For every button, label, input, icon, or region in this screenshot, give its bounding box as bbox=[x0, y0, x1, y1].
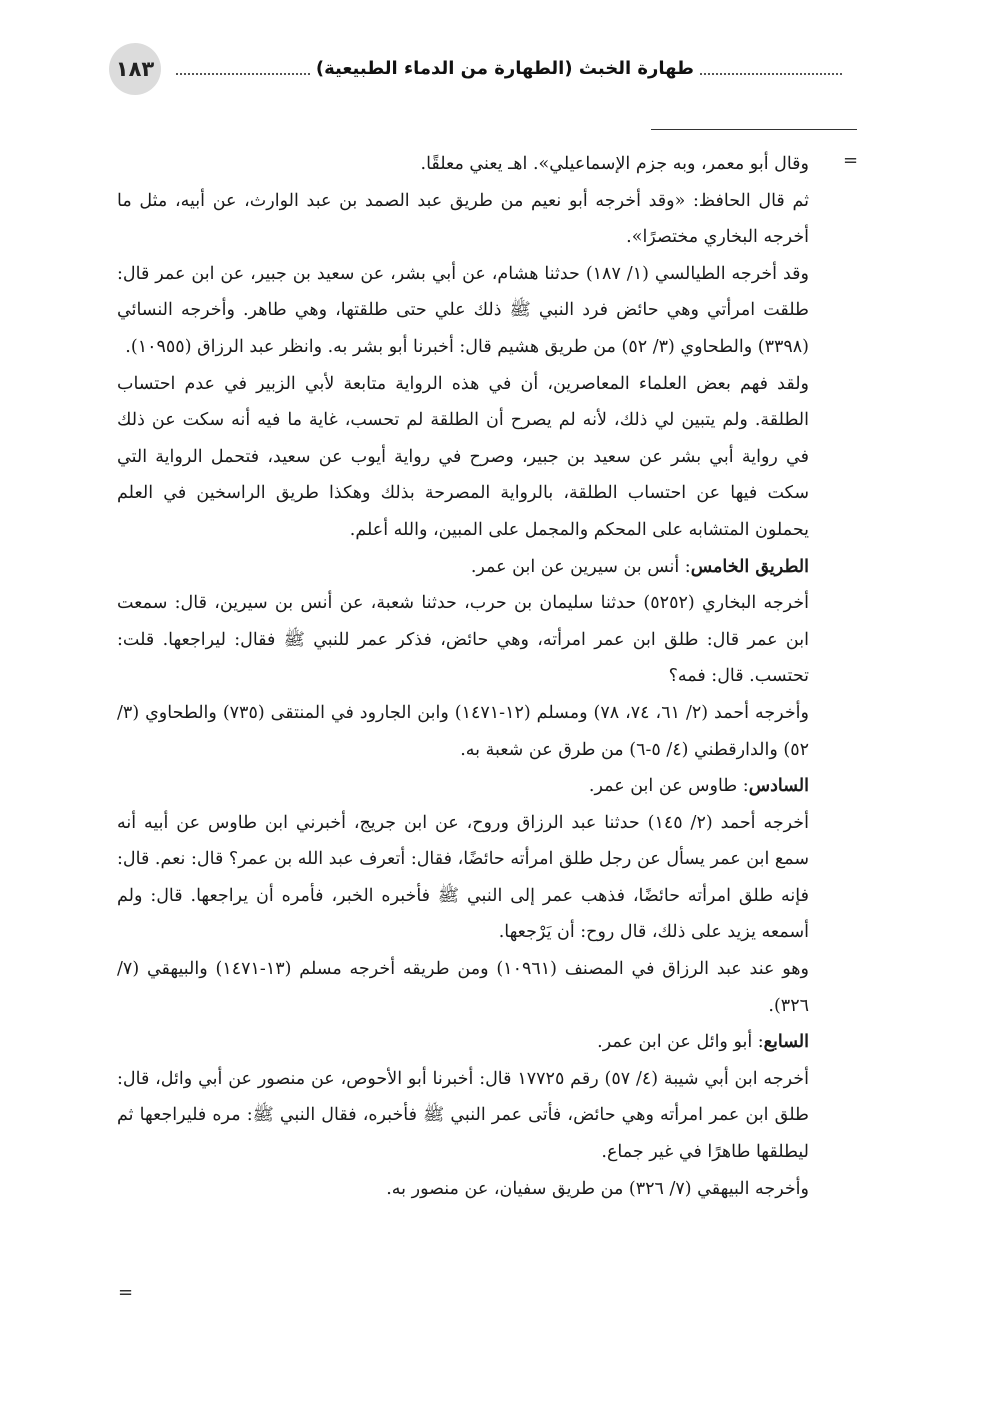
paragraph: ثم قال الحافظ: «وقد أخرجه أبو نعيم من طريق عبد الصمد بن عبد الوارث، عن أبيه، مثل ما أخرجه البخاري مختصرًا». bbox=[117, 190, 809, 248]
paragraph: ولقد فهم بعض العلماء المعاصرين، أن في هذه الرواية متابعة لأبي الزبير في عدم احتساب الطلقة. ولم يتبين لي ذلك، لأنه لم يصرح أن الطلقة لم تحسب، غاية ما فيه أنه سكت عن ذلك في رواية أبي بشر عن سعيد بن جبير، وصرح في رواية أيوب عن سعيد، فتحمل الرواية التي سكت فيها عن احتساب الطلقة، بالرواية المصرحة بذلك وهكذا طريق الراسخين في العلم يحملون المتشابه على المحكم والمجمل على المبين، والله أعلم. bbox=[117, 373, 809, 540]
header-dotted-leader-right bbox=[700, 73, 842, 75]
header-dotted-leader-left bbox=[176, 73, 310, 75]
running-title: طهارة الخبث (الطهارة من الدماء الطبيعية) bbox=[315, 57, 694, 79]
section-paragraph: الطريق الخامس: أنس بن سيرين عن ابن عمر. bbox=[470, 556, 809, 577]
section-paragraph: السادس: طاوس عن ابن عمر. bbox=[588, 776, 809, 797]
paragraph: وقال أبو معمر، وبه جزم الإسماعيلي». اهـ يعني معلقًا. bbox=[420, 154, 809, 174]
section-heading: السابع bbox=[763, 1032, 809, 1053]
paragraph: أخرجه ابن أبي شيبة (٤/ ٥٧) رقم ١٧٧٢٥ قال: أخبرنا أبو الأحوص، عن منصور عن أبي وائل، قال: طلق ابن عمر امرأته وهي حائض، فأتى عمر النبي ﷺ فأخبره، فقال النبي ﷺ: مره فليراجعها ثم ليطلقها طاهرًا في غير جماع. bbox=[117, 1068, 809, 1163]
paragraph: وقد أخرجه الطيالسي (١/ ١٨٧) حدثنا هشام، عن أبي بشر، عن سعيد بن جبير، عن ابن عمر قال: طلقت امرأتي وهي حائض فرد النبي ﷺ ذلك علي حتى طلقتها، وهي طاهر. وأخرجه النسائي (٣٣٩٨) والطحاوي (٣/ ٥٢) من طريق هشيم قال: أخبرنا أبو بشر به. وانظر عبد الرزاق (١٠٩٥٥). bbox=[117, 263, 809, 357]
section-paragraph: السابع: أبو وائل عن ابن عمر. bbox=[597, 1032, 809, 1053]
page-number: ١٨٣ bbox=[115, 57, 155, 81]
continuation-mark-top: = bbox=[843, 150, 859, 171]
paragraph: أخرجه البخاري (٥٢٥٢) حدثنا سليمان بن حرب، حدثنا شعبة، عن أنس بن سيرين، قال: سمعت ابن عمر قال: طلق ابن عمر امرأته، وهي حائض، فذكر عمر للنبي ﷺ فقال: ليراجعها. قلت: تحتسب. قال: فمه؟ bbox=[117, 593, 809, 687]
paragraph: وأخرجه أحمد (٢/ ٦١، ٧٤، ٧٨) ومسلم (١٢-١٤٧١) وابن الجارود في المنتقى (٧٣٥) والطحاوي (٣/ ٥٢) والدارقطني (٤/ ٥-٦) من طرق عن شعبة به. bbox=[117, 702, 809, 760]
running-header bbox=[170, 50, 842, 86]
section-heading: السادس bbox=[748, 776, 809, 797]
page-number-badge bbox=[109, 43, 161, 95]
footnote-separator-rule bbox=[651, 129, 857, 130]
paragraph: أخرجه أحمد (٢/ ١٤٥) حدثنا عبد الرزاق وروح، عن ابن جريج، أخبرني ابن طاوس عن أبيه أنه سمع ابن عمر يسأل عن رجل طلق امرأته حائضًا، فقال: أتعرف عبد الله بن عمر؟ قال: نعم. قال: فإنه طلق امرأته حائضًا، فذهب عمر إلى النبي ﷺ فأخبره الخبر، فأمره أن يراجعها. قال: ولم أسمعه يزيد على ذلك، قال روح: أن يَرْجعها. bbox=[117, 812, 809, 943]
paragraph: وأخرجه البيهقي (٧/ ٣٢٦) من طريق سفيان، عن منصور به. bbox=[386, 1178, 809, 1199]
continuation-mark-bottom: = bbox=[118, 1282, 134, 1303]
paragraph: وهو عند عبد الرزاق في المصنف (١٠٩٦١) ومن طريقه أخرجه مسلم (١٣-١٤٧١) والبيهقي (٧/ ٣٢٦). bbox=[117, 959, 809, 1016]
section-heading: الطريق الخامس bbox=[690, 556, 809, 577]
footnote-body bbox=[117, 146, 809, 1207]
